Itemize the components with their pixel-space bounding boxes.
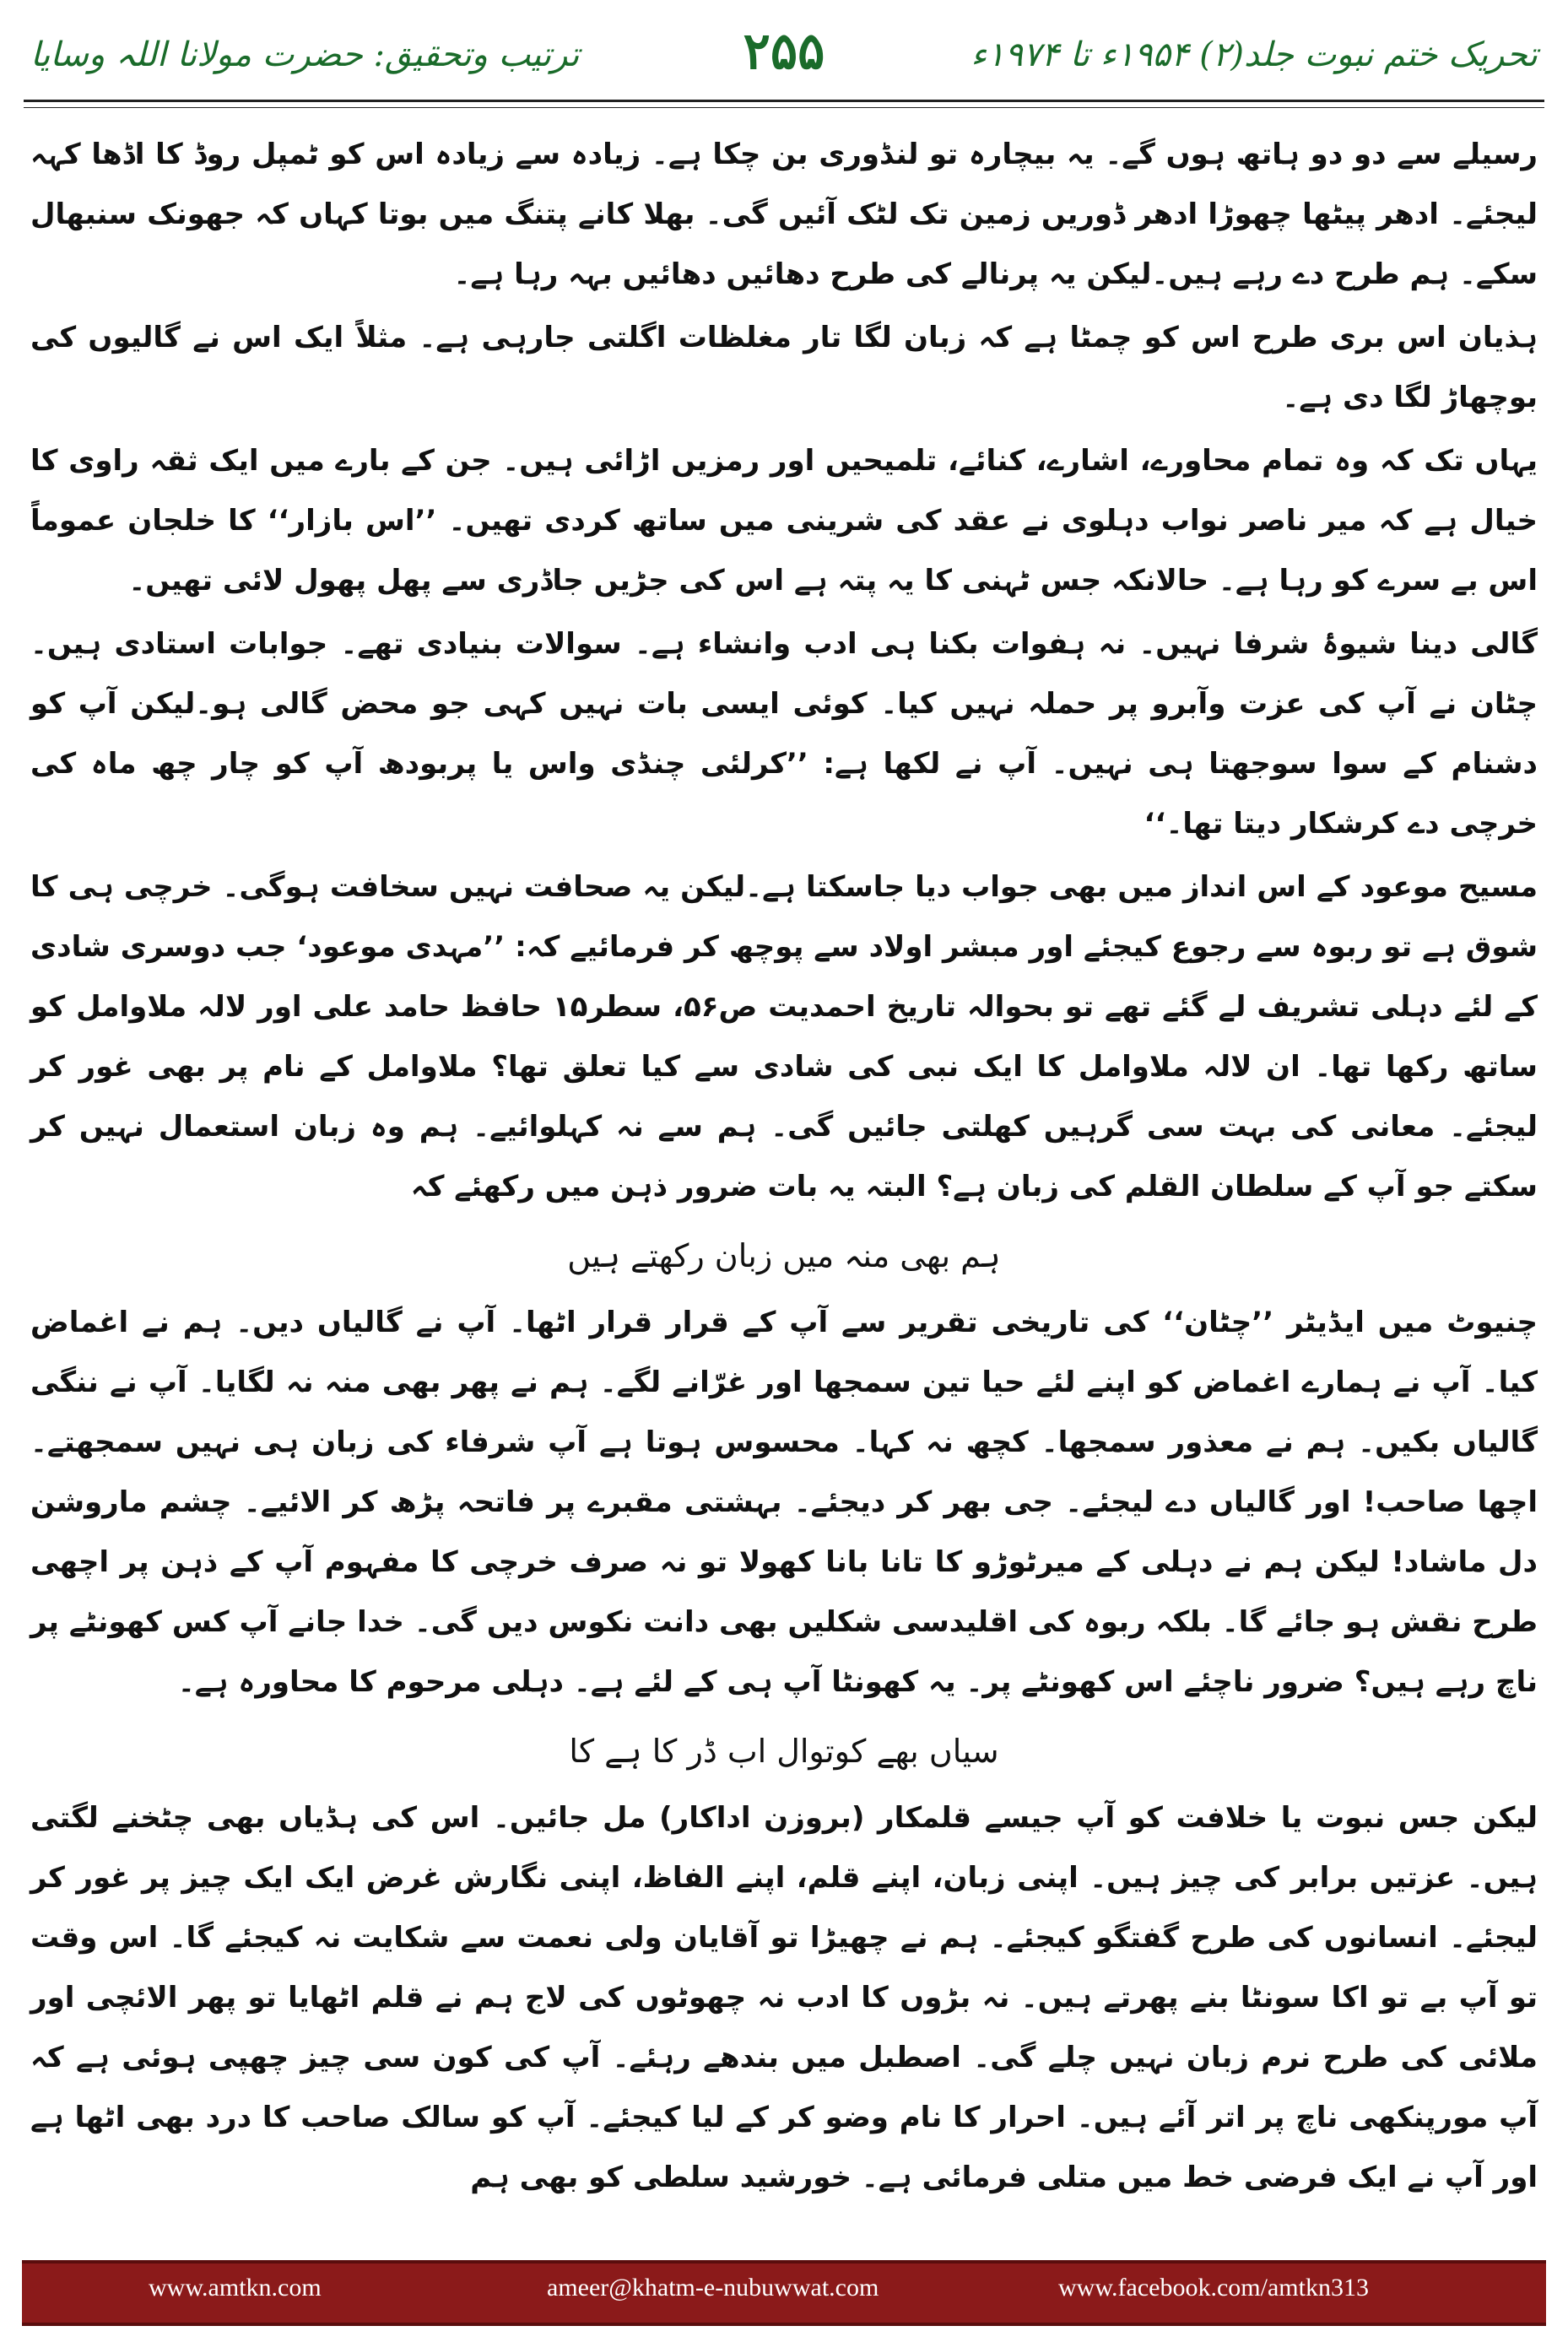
email-link[interactable]: ameer@khatm-e-nubuwwat.com	[547, 2274, 879, 2301]
section-heading: ہم بھی منہ میں زبان رکھتے ہیں	[567, 1237, 1001, 1274]
paragraph: یہاں تک کہ وہ تمام محاورے، اشارے، کنائے، تلمیحیں اور رمزیں اڑائی ہیں۔ جن کے بارے میں ایک ثقہ راوی کا خیال ہے کہ میر ناصر نواب دہلوی نے عقد کی شرینی میں ساتھ کردی تھیں۔ ’’اس بازار‘‘ کا خلجان عموماً اس بے سرے کو رہا ہے۔ حالانکہ جس ٹہنی کا یہ پتہ ہے اس کی جڑیں جاڈری سے پھل پھول لائی تھیں۔	[30, 444, 1538, 598]
page-body	[30, 125, 1538, 2194]
paragraph: لیکن جس نبوت یا خلافت کو آپ جیسے قلمکار (بروزن اداکار) مل جائیں۔ اس کی ہڈیاں بھی چٹخنے لگتی ہیں۔ عزتیں برابر کی چیز ہیں۔ اپنی زبان، اپنے قلم، اپنے الفاظ، اپنی نگارش غرض ایک ایک چیز پر غور کر لیجئے۔ انسانوں کی طرح گفتگو کیجئے۔ ہم نے چھیڑا تو آقایان ولی نعمت سے شکایت نہ کیجئے گا۔ اس وقت تو آپ بے تو اکا سونٹا بنے پھرتے ہیں۔ نہ بڑوں کا ادب نہ چھوٹوں کی لاج ہم نے قلم اٹھایا تو پھر الائچی اور ملائی کی طرح نرم زبان نہیں چلے گی۔ اصطبل میں بندھے رہئے۔ آپ کی کون سی چیز چھپی ہوئی ہے کہ آپ مورپنکھی ناچ پر اتر آئے ہیں۔ احرار کا نام وضو کر کے لیا کیجئے۔ آپ کو سالک صاحب کا درد بھی اٹھا ہے اور آپ نے ایک فرضی خط میں متلی فرمائی ہے۔ خورشید سلطی کو بھی ہم	[30, 1801, 1538, 2194]
paragraph: مسیح موعود کے اس انداز میں بھی جواب دیا جاسکتا ہے۔لیکن یہ صحافت نہیں سخافت ہوگی۔ خرچی ہی کا شوق ہے تو ربوہ سے رجوع کیجئے اور مبشر اولاد سے پوچھ کر فرمائیے کہ: ’’مہدی موعود‘ جب دوسری شادی کے لئے دہلی تشریف لے گئے تھے تو بحوالہ تاریخ احمدیت ص۵۶، سطر۱۵ حافظ حامد علی اور لالہ ملاوامل کو ساتھ رکھا تھا۔ ان لالہ ملاوامل کا ایک نبی کی شادی سے کیا تعلق تھا؟ ملاوامل کے نام پر بھی غور کر لیجئے۔ معانی کی بہت سی گرہیں کھلتی جائیں گی۔ ہم سے نہ کہلوائیے۔ ہم وہ زبان استعمال نہیں کر سکتے جو آپ کے سلطان القلم کی زبان ہے؟ البتہ یہ بات ضرور ذہن میں رکھئے کہ	[30, 870, 1538, 1203]
paragraph: رسیلے سے دو دو ہاتھ ہوں گے۔ یہ بیچارہ تو لنڈوری بن چکا ہے۔ زیادہ سے زیادہ اس کو ٹمپل روڈ کا اڈھا کہہ لیجئے۔ ادھر پیٹھا چھوڑا ادھر ڈوریں زمین تک لٹک آئیں گی۔ بھلا کانے پتنگ میں بوتا کہاں کہ جھونک سنبھال سکے۔ ہم طرح دے رہے ہیں۔لیکن یہ پرنالے کی طرح دھائیں دھائیں بہہ رہا ہے۔	[30, 138, 1538, 291]
header-divider	[24, 100, 1544, 108]
paragraph: گالی دینا شیوۂ شرفا نہیں۔ نہ ہفوات بکنا ہی ادب وانشاء ہے۔ سوالات بنیادی تھے۔ جوابات استادی ہیں۔ چٹان نے آپ کی عزت وآبرو پر حملہ نہیں کیا۔ کوئی ایسی بات نہیں کہی جو محض گالی ہو۔لیکن آپ کو دشنام کے سوا سوجھتا ہی نہیں۔ آپ نے لکھا ہے: ’’کرلئی چنڈی واس یا پربودھ آپ کو چار چھ ماہ کی خرچی دے کرشکار دیتا تھا۔‘‘	[30, 627, 1538, 841]
book-title: تحریک ختم نبوت جلد(۲) ۱۹۵۴ء تا ۱۹۷۴ء	[971, 35, 1538, 74]
section-heading: سیاں بھے کوتوال اب ڈر کا ہے کا	[569, 1733, 999, 1770]
page-number: ۲۵۵	[743, 22, 825, 81]
paragraph: ہذیان اس بری طرح اس کو چمٹا ہے کہ زبان لگا تار مغلظات اگلتی جارہی ہے۔ مثلاً ایک اس نے گالیوں کی بوچھاڑ لگا دی ہے۔	[30, 321, 1538, 414]
page-footer	[22, 2260, 1546, 2326]
compiler-credit: ترتیب وتحقیق: حضرت مولانا اللہ وسایا	[30, 35, 580, 74]
paragraph: چنیوٹ میں ایڈیٹر ’’چٹان‘‘ کی تاریخی تقریر سے آپ کے قرار قرار اٹھا۔ آپ نے گالیاں دیں۔ ہم نے اغماض کیا۔ آپ نے ہمارے اغماض کو اپنے لئے حیا تین سمجھا اور غرّانے لگے۔ ہم نے پھر بھی منہ نہ لگایا۔ آپ نے ننگی گالیاں بکیں۔ ہم نے معذور سمجھا۔ کچھ نہ کہا۔ محسوس ہوتا ہے آپ شرفاء کی زبان ہی نہیں سمجھتے۔ اچھا صاحب! اور گالیاں دے لیجئے۔ جی بھر کر دیجئے۔ بہشتی مقبرے پر فاتحہ پڑھ کر الائیے۔ چشم ماروشن دل ماشاد! لیکن ہم نے دہلی کے میرٹوڑو کا تانا بانا کھولا تو نہ صرف خرچی کا مفہوم آپ کے ذہن پر اچھی طرح نقش ہو جائے گا۔ بلکہ ربوہ کی اقلیدسی شکلیں بھی دانت نکوس دیں گی۔ خدا جانے آپ کس کھونٹے پر ناچ رہے ہیں؟ ضرور ناچئے اس کھونٹے پر۔ یہ کھونٹا آپ ہی کے لئے ہے۔ دہلی مرحوم کا محاورہ ہے۔	[30, 1306, 1538, 1699]
page-header	[30, 12, 1538, 105]
website-link[interactable]: www.amtkn.com	[149, 2274, 322, 2301]
facebook-link[interactable]: www.facebook.com/amtkn313	[1058, 2274, 1369, 2301]
